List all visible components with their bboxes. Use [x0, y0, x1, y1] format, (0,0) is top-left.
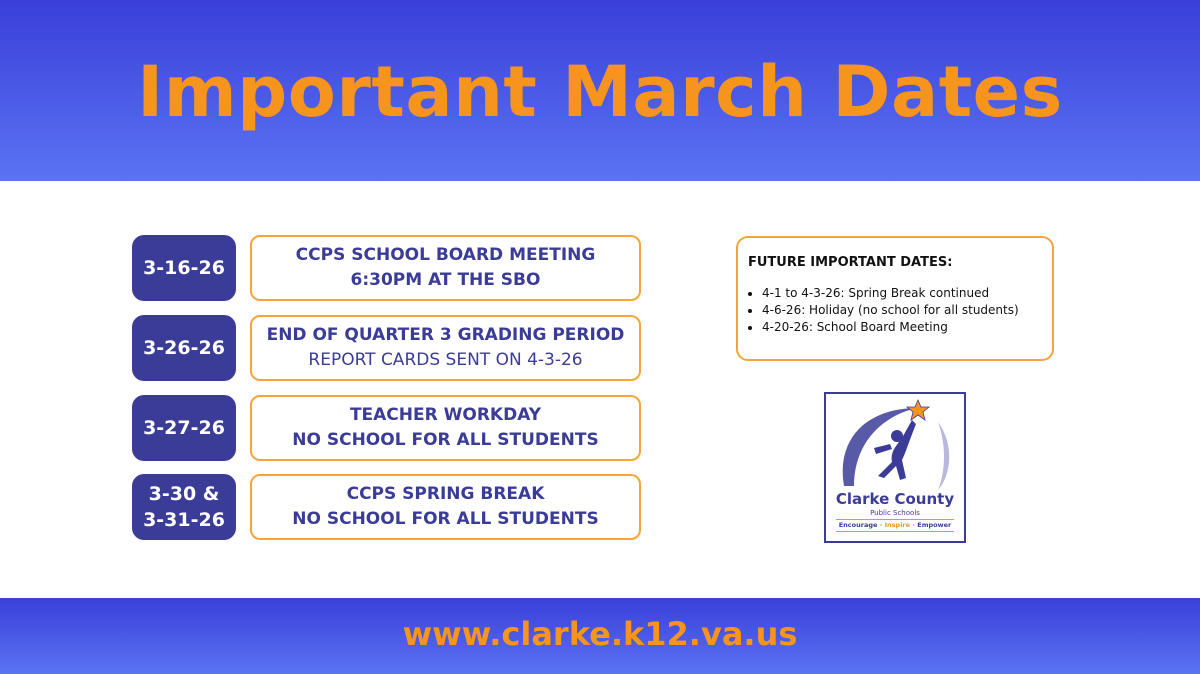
logo-name: Clarke County — [835, 490, 955, 508]
date-badge-label: 3-27-26 — [143, 417, 225, 439]
logo-arc-light — [938, 422, 949, 490]
logo-emblem-icon — [826, 394, 964, 494]
event-title: TEACHER WORKDAY — [349, 405, 542, 425]
page-title: Important March Dates — [137, 51, 1063, 133]
date-badge-board-meeting — [132, 235, 236, 301]
school-logo — [824, 392, 966, 543]
future-dates-title: FUTURE IMPORTANT DATES: — [748, 255, 953, 270]
motto-word: Empower — [917, 521, 952, 529]
event-card-teacher-workday — [250, 395, 641, 461]
list-item: • 4-1 to 4-3-26: Spring Break continued — [762, 285, 1042, 302]
event-card-board-meeting — [250, 235, 641, 301]
figure-arm-icon — [874, 444, 892, 454]
list-item: • 4-6-26: Holiday (no school for all students) — [762, 302, 1042, 319]
motto-word: Encourage — [838, 521, 878, 529]
event-detail: 6:30PM AT THE SBO — [350, 270, 541, 290]
date-badge-label: 3-16-26 — [143, 257, 225, 279]
motto-separator: - — [877, 521, 885, 529]
date-badge-quarter-end — [132, 315, 236, 381]
event-title: CCPS SCHOOL BOARD MEETING — [295, 245, 596, 265]
event-detail: NO SCHOOL FOR ALL STUDENTS — [292, 509, 599, 529]
date-badge-label — [143, 481, 225, 533]
date-badge-spring-break — [132, 474, 236, 540]
event-title: END OF QUARTER 3 GRADING PERIOD — [266, 325, 625, 345]
event-card-quarter-end — [250, 315, 641, 381]
event-detail: NO SCHOOL FOR ALL STUDENTS — [292, 430, 599, 450]
future-dates-list — [748, 285, 1042, 336]
logo-divider — [836, 531, 954, 532]
event-card-spring-break — [250, 474, 641, 540]
date-badge-line: 3-31-26 — [143, 509, 225, 531]
date-badge-line: 3-30 & — [148, 483, 220, 505]
website-link[interactable]: www.clarke.k12.va.us — [402, 615, 798, 653]
star-icon — [907, 400, 929, 420]
event-title: CCPS SPRING BREAK — [346, 484, 545, 504]
motto-word: Inspire — [884, 521, 911, 529]
future-dates-box — [736, 236, 1054, 361]
motto-separator: - — [910, 521, 918, 529]
logo-motto — [826, 520, 964, 530]
footer-banner — [0, 598, 1200, 674]
list-item: • 4-20-26: School Board Meeting — [762, 319, 1042, 336]
header-banner — [0, 0, 1200, 181]
event-detail: REPORT CARDS SENT ON 4-3-26 — [308, 350, 583, 370]
date-badge-teacher-workday — [132, 395, 236, 461]
date-badge-label: 3-26-26 — [143, 337, 225, 359]
logo-subtitle: Public Schools — [870, 509, 920, 517]
